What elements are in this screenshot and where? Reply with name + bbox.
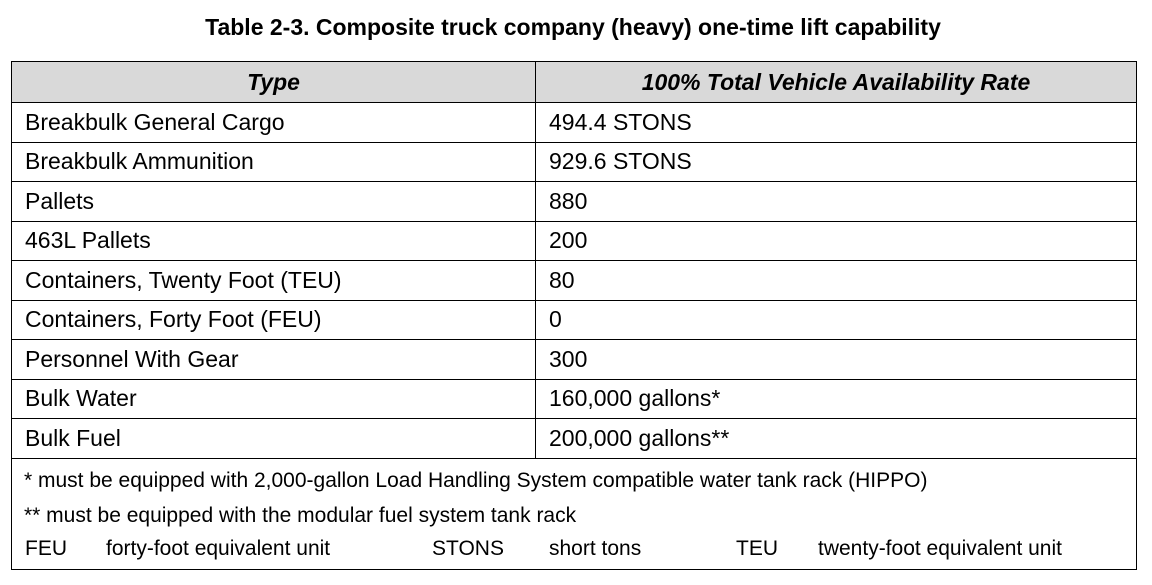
rate-cell: 929.6 STONS (536, 142, 1137, 182)
table-row (12, 103, 1137, 143)
rate-cell: 200 (536, 221, 1137, 261)
type-cell: Containers, Forty Foot (FEU) (12, 300, 536, 340)
type-cell: Pallets (12, 182, 536, 222)
type-cell: Personnel With Gear (12, 340, 536, 380)
abbr-meaning: twenty-foot equivalent unit (818, 536, 1062, 560)
footnote-water: * must be equipped with 2,000-gallon Load Handling System compatible water tank rack (HIPPO) (24, 468, 928, 492)
table-row (12, 419, 1137, 459)
table-row (12, 379, 1137, 419)
rate-cell: 494.4 STONS (536, 103, 1137, 143)
type-cell: Containers, Twenty Foot (TEU) (12, 261, 536, 301)
type-cell: Bulk Water (12, 379, 536, 419)
rate-cell: 160,000 gallons* (536, 379, 1137, 419)
abbr-meaning: short tons (549, 536, 642, 560)
lift-capability-table (11, 61, 1137, 570)
notes-cell (12, 458, 1137, 569)
rate-cell: 80 (536, 261, 1137, 301)
rate-cell: 300 (536, 340, 1137, 380)
abbr-term: STONS (432, 536, 504, 560)
footnote-fuel: ** must be equipped with the modular fuel system tank rack (24, 503, 577, 527)
notes-box (12, 459, 1136, 569)
table-row (12, 221, 1137, 261)
table-title: Table 2-3. Composite truck company (heavy) one-time lift capability (205, 14, 941, 40)
rate-cell: 0 (536, 300, 1137, 340)
type-cell: 463L Pallets (12, 221, 536, 261)
type-cell: Breakbulk General Cargo (12, 103, 536, 143)
abbr-meaning: forty-foot equivalent unit (106, 536, 331, 560)
table-row (12, 142, 1137, 182)
column-header-rate: 100% Total Vehicle Availability Rate (536, 62, 1137, 103)
column-header-type: Type (12, 62, 536, 103)
abbr-term: TEU (736, 536, 778, 560)
header-row (12, 62, 1137, 103)
table-row (12, 340, 1137, 380)
type-cell: Bulk Fuel (12, 419, 536, 459)
abbr-term: FEU (25, 536, 67, 560)
table-row (12, 261, 1137, 301)
notes-row (12, 458, 1137, 569)
table-row (12, 300, 1137, 340)
table-row (12, 182, 1137, 222)
rate-cell: 200,000 gallons** (536, 419, 1137, 459)
type-cell: Breakbulk Ammunition (12, 142, 536, 182)
rate-cell: 880 (536, 182, 1137, 222)
